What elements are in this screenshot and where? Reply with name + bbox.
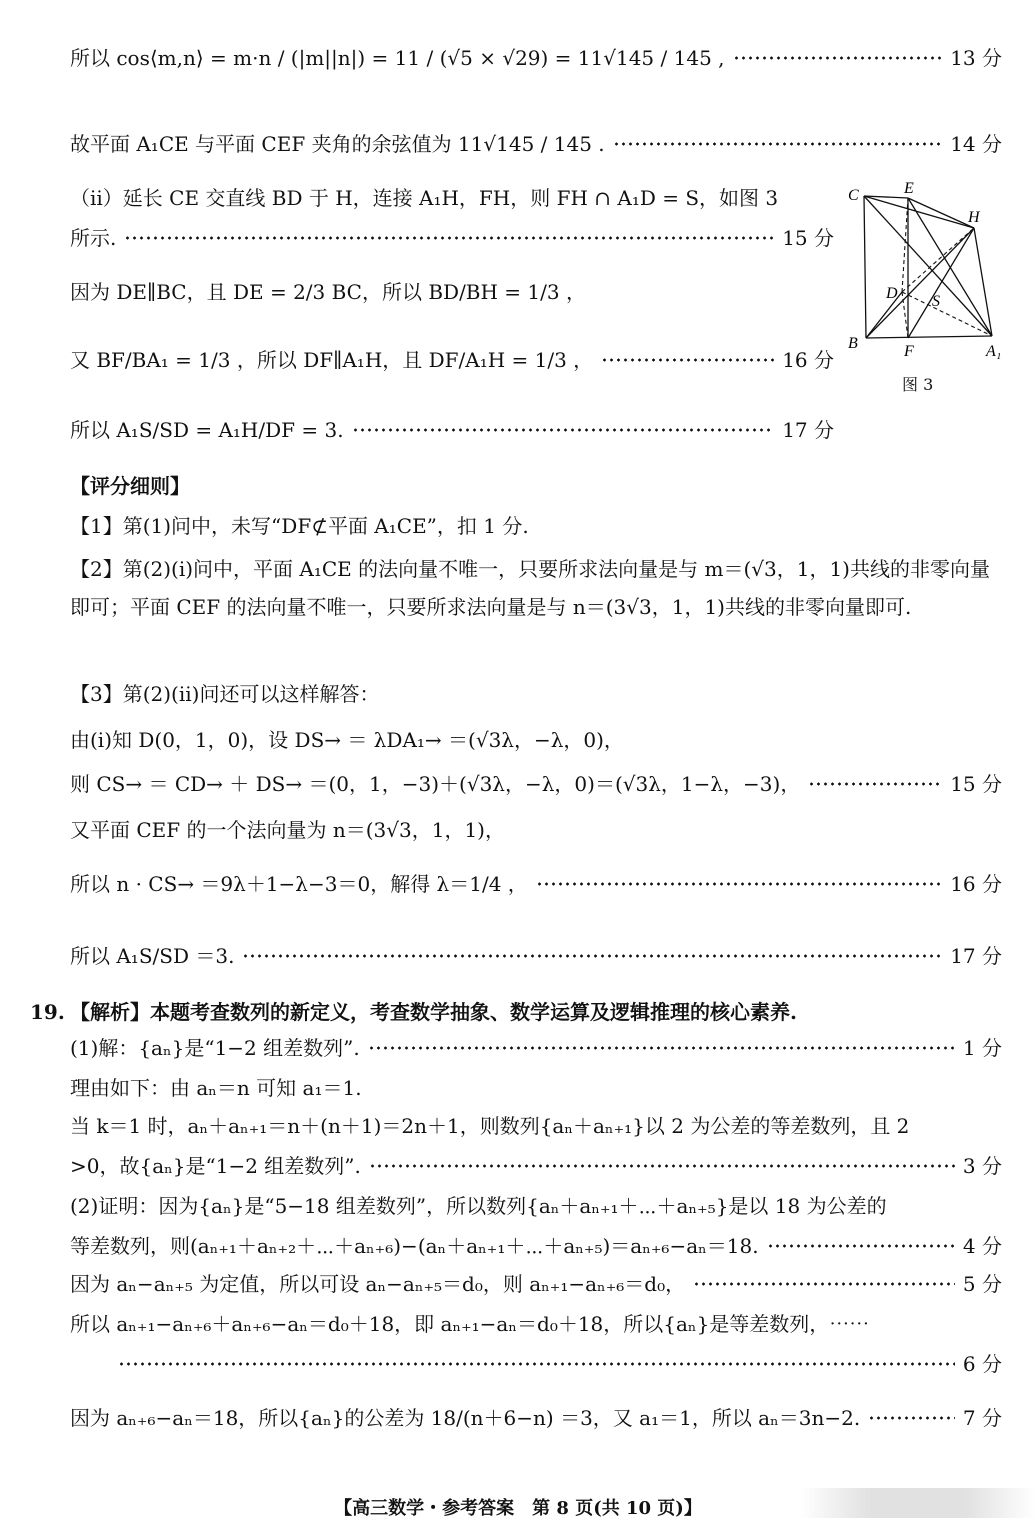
label-C: C <box>848 187 859 204</box>
leader-dots <box>601 358 774 362</box>
leader-dots <box>124 236 774 240</box>
geometry-figure <box>842 180 1012 360</box>
q19-line-10: 因为 aₙ₊₆−aₙ＝18，所以{aₙ}的公差为 18/(n＋6−n) ＝3，又 a₁＝1，所以 aₙ＝3n−2. 7 分 <box>70 1406 1002 1430</box>
scan-smudge <box>800 1488 1036 1518</box>
q19-line-7: 因为 aₙ−aₙ₊₅ 为定值，所以可设 aₙ−aₙ₊₅＝d₀，则 aₙ₊₁−aₙ₊₆＝d₀， 5 分 <box>70 1272 1002 1296</box>
q19-line-6: 等差数列，则(aₙ₊₁＋aₙ₊₂＋⋯＋aₙ₊₆)−(aₙ＋aₙ₊₁＋⋯＋aₙ₊₅)＝aₙ₊₆−aₙ＝18. 4 分 <box>70 1234 1002 1258</box>
answer-line-16: 又 BF/BA₁ = 1/3 ，所以 DF∥A₁H，且 DF/A₁H = 1/3 ， 16 分 <box>70 348 834 372</box>
answer-line-14: 故平面 A₁CE 与平面 CEF 夹角的余弦值为 11√145 / 145 . 14 分 <box>70 132 1002 156</box>
leader-dots <box>118 1362 955 1366</box>
page-footer: 【高三数学・参考答案 第 8 页(共 10 页)】 <box>334 1498 702 1519</box>
leader-dots <box>767 1244 955 1248</box>
q19-line-4: >0，故{aₙ}是“1−2 组差数列”. 3 分 <box>70 1154 1002 1178</box>
alt-line-2: 则 CS→ ＝ CD→ ＋ DS→ ＝(0，1，−3)＋(√3λ，−λ，0)＝(√3λ，1−λ，−3)， 15 分 <box>70 772 1002 796</box>
leader-dots <box>808 782 942 786</box>
rubric-item-1: 【1】第(1)问中，未写“DF⊄平面 A₁CE”，扣 1 分. <box>70 514 529 538</box>
answer-line-17: 所以 A₁S/SD = A₁H/DF = 3. 17 分 <box>70 418 834 442</box>
leader-dots <box>613 142 943 146</box>
leader-dots <box>352 428 775 432</box>
rubric-heading: 【评分细则】 <box>70 474 190 498</box>
leader-dots <box>693 1282 955 1286</box>
label-H: H <box>968 209 980 226</box>
answer-line-13: 所以 cos⟨m,n⟩ = m·n / (|m||n|) = 11 / (√5 × √29) = 11√145 / 145 , 13 分 <box>70 46 1002 70</box>
label-D: D <box>886 285 898 302</box>
leader-dots <box>868 1416 955 1420</box>
question-number: 19. <box>30 1000 65 1024</box>
leader-dots <box>242 954 942 958</box>
leader-dots <box>368 1046 955 1050</box>
q19-line-2: 理由如下：由 aₙ＝n 可知 a₁＝1. <box>70 1076 362 1100</box>
answer-line-15c: 因为 DE∥BC，且 DE = 2/3 BC，所以 BD/BH = 1/3 ， <box>70 280 586 304</box>
label-F: F <box>904 343 914 360</box>
alt-line-4: 所以 n · CS→ ＝9λ＋1−λ−3＝0，解得 λ＝1/4 ， 16 分 <box>70 872 1002 896</box>
alt-line-3: 又平面 CEF 的一个法向量为 n＝(3√3，1，1)， <box>70 818 505 842</box>
figure-caption: 图 3 <box>902 375 934 394</box>
q19-line-1: (1)解：{aₙ}是“1−2 组差数列”. 1 分 <box>70 1036 1002 1060</box>
rubric-item-3: 【3】第(2)(ⅱ)问还可以这样解答： <box>70 682 380 706</box>
label-S: S <box>932 293 940 310</box>
label-B: B <box>848 335 858 352</box>
answer-line-15a: （ⅱ）延长 CE 交直线 BD 于 H，连接 A₁H，FH，则 FH ∩ A₁D = S，如图 3 <box>70 186 779 210</box>
alt-line-5: 所以 A₁S/SD ＝3. 17 分 <box>70 944 1002 968</box>
q19-intro: 【解析】本题考查数列的新定义，考查数学抽象、数学运算及逻辑推理的核心素养. <box>70 1000 797 1024</box>
alt-line-1: 由(ⅰ)知 D(0，1，0)，设 DS→ ＝ λDA₁→ ＝(√3λ，−λ，0)， <box>70 728 624 752</box>
leader-dots <box>536 882 942 886</box>
leader-dots <box>733 56 943 60</box>
label-E: E <box>904 180 914 197</box>
label-A1: A₁ <box>986 343 1002 360</box>
q19-line-5: (2)证明：因为{aₙ}是“5−18 组差数列”，所以数列{aₙ＋aₙ₊₁＋⋯＋aₙ₊₅}是以 18 为公差的 <box>70 1194 887 1218</box>
q19-line-3: 当 k＝1 时，aₙ＋aₙ₊₁＝n＋(n＋1)＝2n＋1，则数列{aₙ＋aₙ₊₁}以 2 为公差的等差数列，且 2 <box>70 1114 910 1138</box>
q19-line-9: 6 分 <box>118 1352 1002 1376</box>
leader-dots <box>369 1164 955 1168</box>
q19-line-8: 所以 aₙ₊₁−aₙ₊₆＋aₙ₊₆−aₙ＝d₀＋18，即 aₙ₊₁−aₙ＝d₀＋18，所以{aₙ}是等差数列，⋯⋯ <box>70 1312 870 1336</box>
answer-line-15b: 所示. 15 分 <box>70 226 834 250</box>
rubric-item-2: 【2】第(2)(ⅰ)问中，平面 A₁CE 的法向量不唯一，只要所求法向量是与 m＝(√3，1，1)共线的非零向量即可；平面 CEF 的法向量不唯一，只要所求法向量是与 n＝(3√3，1，1)共线的非零向量即可. <box>70 557 990 619</box>
